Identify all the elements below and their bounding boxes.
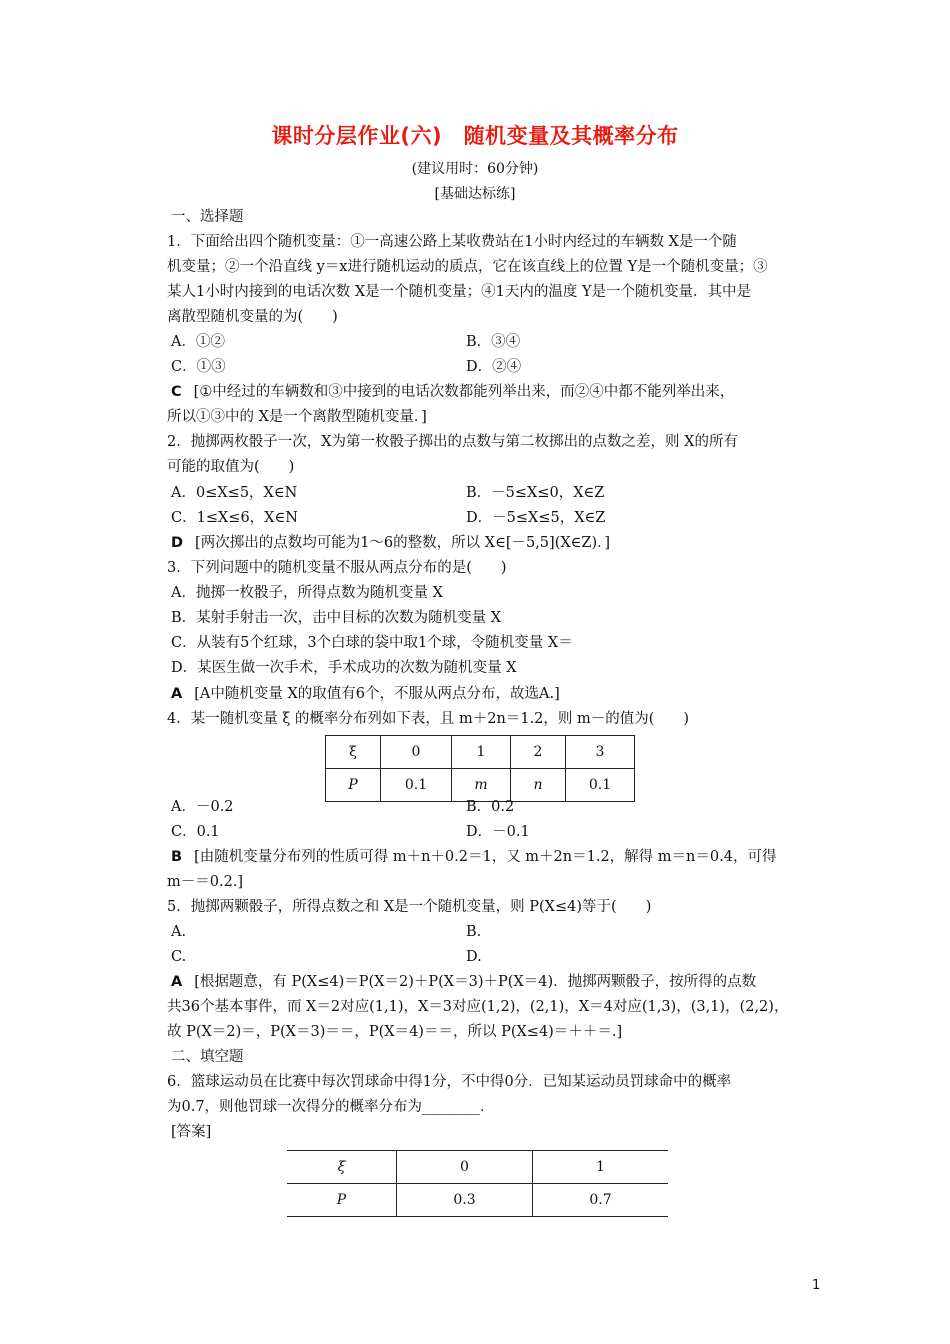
q1-explain-text: [①中经过的车辆数和③中接到的电话次数都能列举出来，而②④中都不能列举出来， [193,384,735,400]
q1-line-1: 1．下面给出四个随机变量：①一高速公路上某收费站在1小时内经过的车辆数 X是一个随 [167,234,737,250]
q4-cell-xi: ξ [326,736,381,769]
q2-explanation [171,531,831,556]
q5-option-d: D. [466,949,482,965]
q5-line-1: 5．抛掷两颗骰子，所得点数之和 X是一个随机变量，则 P(X≤4)等于( ) [167,899,652,915]
q2-option-a: A．0≤X≤5，X∈N [171,485,298,501]
q5-option-c: C. [171,949,187,965]
q4-cell-2: 2 [511,736,566,769]
q2-explain-text: [两次掷出的点数均可能为1～6的整数，所以 X∈[－5,5](X∈Z)．] [195,535,611,551]
q6-cell-1: 1 [533,1151,669,1184]
q4-option-c: C．0.1 [171,824,220,840]
q5-option-a: A. [171,924,187,940]
q4-explanation-1 [171,845,831,870]
q3-line-1: 3．下列问题中的随机变量不服从两点分布的是( ) [167,560,507,576]
q4-cell-n: n [511,769,566,802]
q2-line-1: 2．抛掷两枚骰子一次，X为第一枚骰子掷出的点数与第二枚掷出的点数之差，则 X的所有 [167,434,738,450]
q6-cell-p: P [287,1184,397,1217]
q2-option-b: B．－5≤X≤0，X∈Z [466,485,605,501]
section-heading-choice: 一、选择题 [171,209,244,225]
section-heading-fill: 二、填空题 [171,1049,244,1065]
page-title: 课时分层作业(六) 随机变量及其概率分布 [271,124,679,148]
q5-explanation-3: 故 P(X＝2)＝，P(X＝3)＝＝，P(X＝4)＝＝，所以 P(X≤4)＝＋＋＝.] [167,1024,623,1040]
q1-line-2: 机变量；②一个沿直线 y＝x进行随机运动的质点，它在该直线上的位置 Y是一个随机变量；③ [167,259,768,275]
q6-line-1: 6．篮球运动员在比赛中每次罚球命中得1分，不中得0分．已知某运动员罚球命中的概率 [167,1074,732,1090]
page-number: 1 [812,1278,821,1293]
q4-option-b: B．0.2 [466,799,515,815]
q3-option-a: A．抛掷一枚骰子，所得点数为随机变量 X [171,585,443,601]
q3-option-b: B．某射手射击一次，击中目标的次数为随机变量 X [171,610,502,626]
q6-line-2: 为0.7，则他罚球一次得分的概率分布为________． [167,1099,495,1115]
q4-explain-text: [由随机变量分布列的性质可得 m＋n＋0.2＝1，又 m＋2n＝1.2，解得 m＝n＝0.4，可得 [194,849,777,865]
q6-distribution-table [287,1150,668,1217]
q3-answer: A [171,686,183,702]
q2-line-2: 可能的取值为( ) [167,459,295,475]
q4-explanation-2: m－＝0.2.] [167,874,244,890]
q6-cell-p0: 0.3 [397,1184,533,1217]
q5-answer: A [171,974,183,990]
q2-option-c: C．1≤X≤6，X∈N [171,510,298,526]
q4-cell-m: m [452,769,511,802]
q5-option-b: B. [466,924,482,940]
q5-explanation-2: 共36个基本事件，而 X＝2对应(1,1)，X＝3对应(1,2)，(2,1)，X＝4对应(1,3)，(3,1)，(2,2)， [167,999,789,1015]
q4-line-1: 4．某一随机变量 ξ 的概率分布列如下表，且 m＋2n＝1.2，则 m－的值为( ) [167,711,690,727]
q2-option-d: D．－5≤X≤5，X∈Z [466,510,606,526]
q1-explanation-1 [171,380,831,405]
q5-explain-text: [根据题意，有 P(X≤4)＝P(X＝2)＋P(X＝3)＋P(X＝4)．抛掷两颗骰子，按所得的点数 [194,974,757,990]
q3-explanation [171,682,831,707]
q6-cell-0: 0 [397,1151,533,1184]
q1-option-c: C．①③ [171,359,226,375]
q4-cell-1: 1 [452,736,511,769]
q4-distribution-table [325,735,635,802]
q4-cell-p0: 0.1 [381,769,452,802]
q3-option-d: D．某医生做一次手术，手术成功的次数为随机变量 X [171,660,517,676]
q6-cell-xi: ξ [287,1151,397,1184]
q3-option-c: C．从装有5个红球，3个白球的袋中取1个球，令随机变量 X＝ [171,635,573,651]
q4-cell-p3: 0.1 [566,769,635,802]
q4-answer: B [171,849,183,865]
q4-option-a: A．－0.2 [171,799,234,815]
section-tag: [基础达标练] [434,186,516,202]
q1-option-d: D．②④ [466,359,522,375]
q1-line-4: 离散型随机变量的为( ) [167,309,338,325]
q1-option-a: A．①② [171,334,225,350]
q5-explanation-1 [171,970,831,995]
time-hint: (建议用时：60分钟) [411,161,539,177]
q4-option-d: D．－0.1 [466,824,530,840]
q1-answer: C [171,384,182,400]
q6-cell-p1: 0.7 [533,1184,669,1217]
q4-cell-3: 3 [566,736,635,769]
q1-line-3: 某人1小时内接到的电话次数 X是一个随机变量；④1天内的温度 Y是一个随机变量．其中是 [167,284,752,300]
q1-option-b: B．③④ [466,334,521,350]
q2-answer: D [171,535,184,551]
q1-explanation-2: 所以①③中的 X是一个离散型随机变量．] [167,409,427,425]
q4-cell-0: 0 [381,736,452,769]
q4-cell-p: P [326,769,381,802]
q3-explain-text: [A中随机变量 X的取值有6个，不服从两点分布，故选A.] [194,686,560,702]
q6-answer-label: [答案] [171,1124,212,1140]
